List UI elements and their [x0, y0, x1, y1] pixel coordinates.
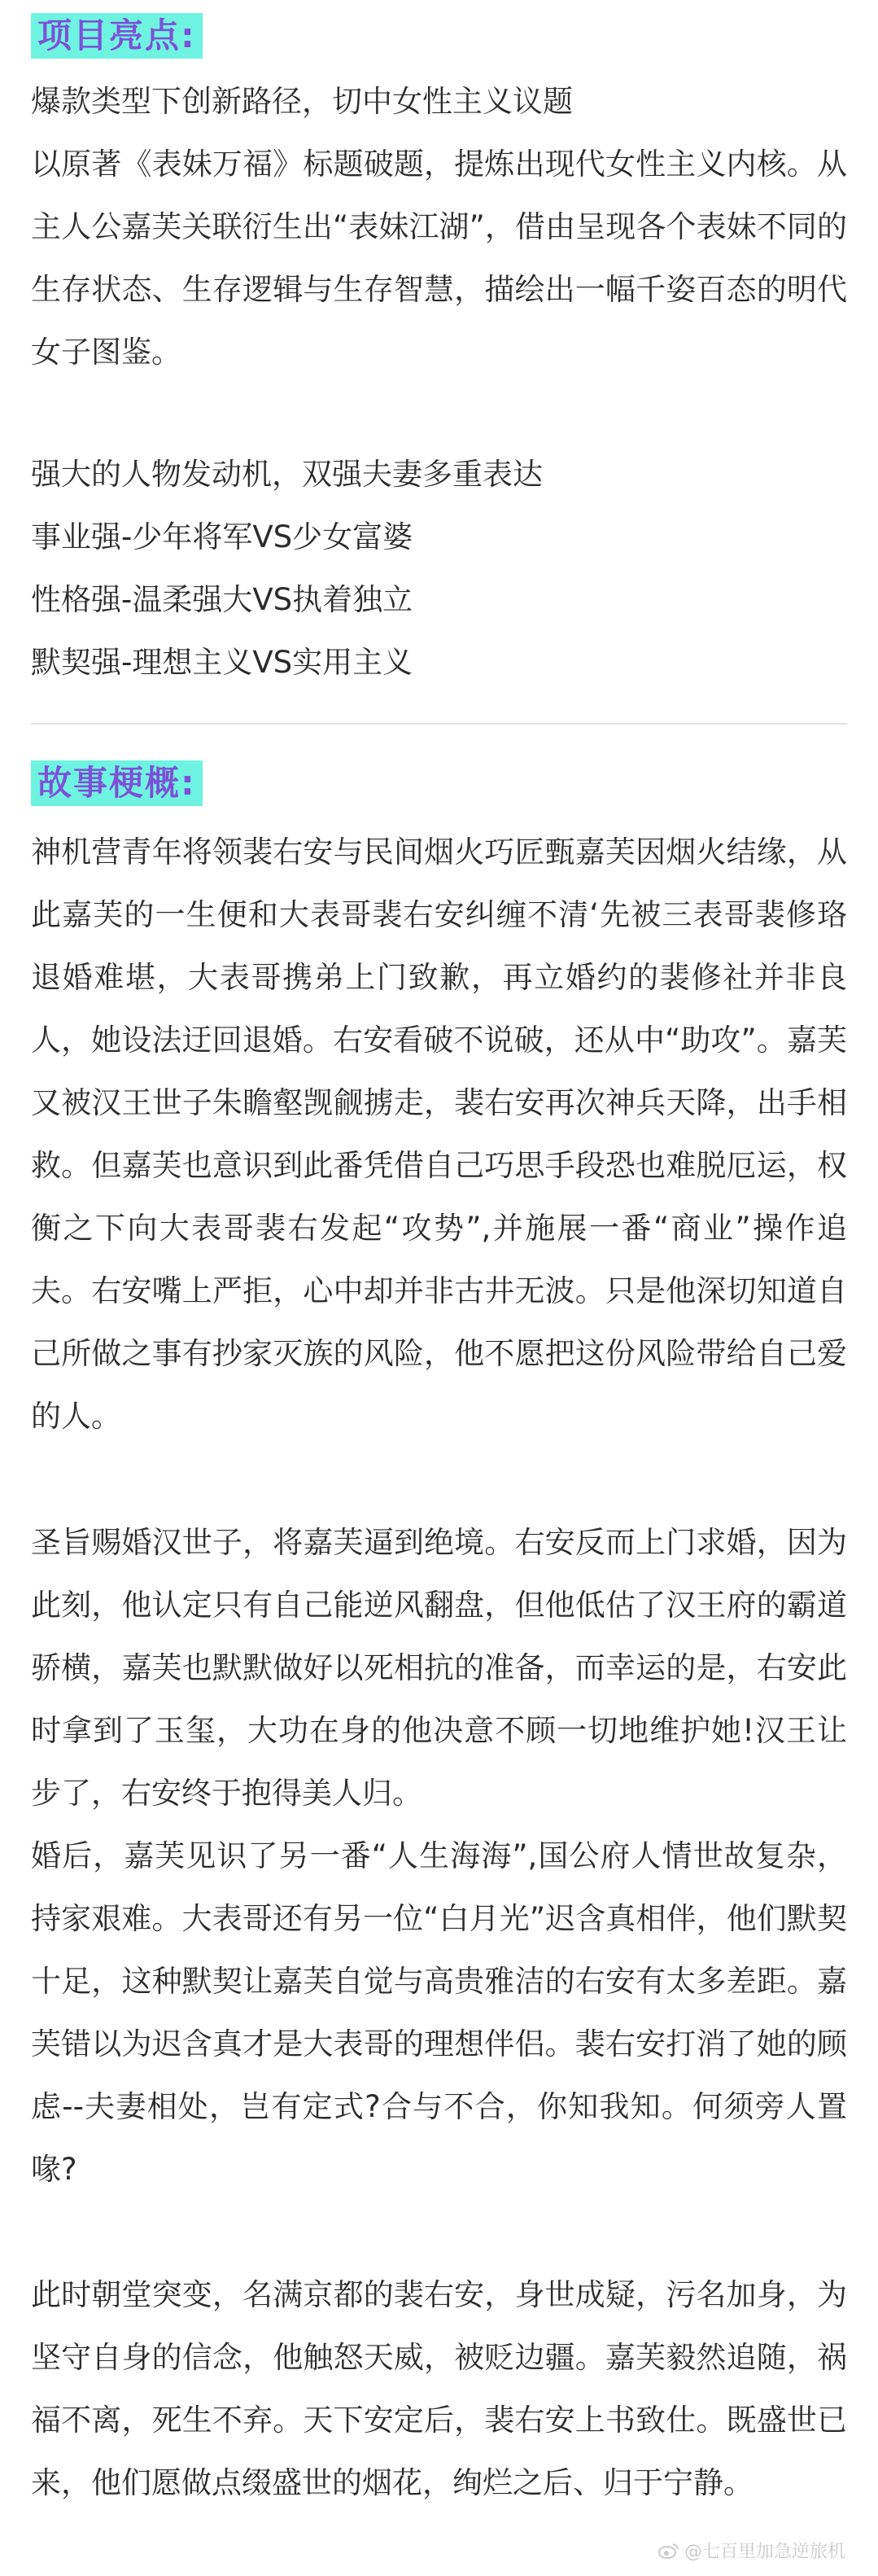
highlight-point-1: 事业强-少年将军VS少女富婆 — [31, 519, 413, 554]
synopsis-paragraph-3: 婚后，嘉芙见识了另一番“人生海海”,国公府人情世故复杂，持家艰难。大表哥还有另一位“白月光”迟含真相伴，他们默契十足，这种默契让嘉芙自觉与高贵雅洁的右安有太多差距。嘉芙错以为迟含真才是大表哥的理想伴侣。裴右安打消了她的顾虑--夫妻相处，岂有定式?合与不合，你知我知。何须旁人置喙? — [31, 1838, 847, 2187]
synopsis-paragraph-4: 此时朝堂突变，名满京都的裴右安，身世成疑，污名加身，为坚守自身的信念，他触怒天威，被贬边疆。嘉芙毅然追随，祸福不离，死生不弃。天下安定后，裴右安上书致仕。既盛世已来，他们愿做点缀盛世的烟花，绚烂之后、归于宁静。 — [31, 2277, 847, 2500]
synopsis-paragraph-1: 神机营青年将领裴右安与民间烟火巧匠甄嘉芙因烟火结缘，从此嘉芙的一生便和大表哥裴右安纠缠不清‘先被三表哥裴修珞退婚难堪，大表哥携弟上门致歉，再立婚约的裴修社并非良人，她设法迂回退婚。右安看破不说破，还从中“助攻”。嘉芙又被汉王世子朱瞻壑觊觎掳走，裴右安再次神兵天降，出手相救。但嘉芙也意识到此番凭借自己巧思手段恐也难脱厄运，权衡之下向大表哥裴右发起“攻势”,并施展一番“商业”操作追夫。右安嘴上严拒，心中却并非古井无波。只是他深切知道自己所做之事有抄家灭族的风险，他不愿把这份风险带给自己爱的人。 — [31, 835, 847, 1434]
highlights-subheading-1: 爆款类型下创新路径，切中女性主义议题 — [31, 84, 573, 119]
highlights-paragraph-1: 以原著《表妹万福》标题破题，提炼出现代女性主义内核。从主人公嘉芙关联衍生出“表妹江湖”，借由呈现各个表妹不同的生存状态、生存逻辑与生存智慧，描绘出一幅千姿百态的明代女子图鉴。 — [31, 147, 847, 370]
highlights-heading: 项目亮点: — [31, 13, 203, 59]
synopsis-heading: 故事梗概: — [31, 760, 203, 806]
section-divider — [31, 723, 847, 725]
watermark — [658, 2538, 845, 2563]
weibo-icon — [658, 2542, 679, 2560]
highlights-subheading-2: 强大的人物发动机，双强夫妻多重表达 — [31, 457, 543, 492]
synopsis-paragraph-2: 圣旨赐婚汉世子，将嘉芙逼到绝境。右安反而上门求婚，因为此刻，他认定只有自己能逆风翻盘，但他低估了汉王府的霸道骄横，嘉芙也默默做好以死相抗的准备，而幸运的是，右安此时拿到了玉玺，大功在身的他决意不顾一切地维护她!汉王让步了，右安终于抱得美人归。 — [31, 1525, 847, 1811]
highlight-point-2: 性格强-温柔强大VS执着独立 — [31, 582, 413, 617]
watermark-text: @七百里加急逆旅机 — [684, 2542, 845, 2562]
highlight-point-3: 默契强-理想主义VS实用主义 — [31, 645, 413, 680]
